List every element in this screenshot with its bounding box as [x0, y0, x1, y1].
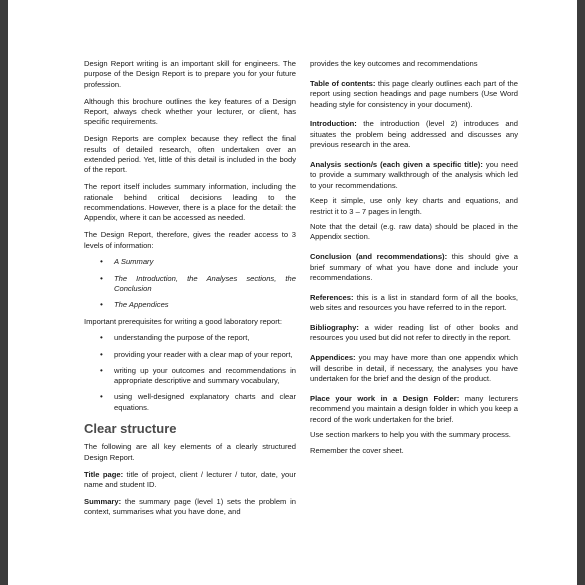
cover-sheet-paragraph: Remember the cover sheet.	[310, 445, 404, 455]
list-item: • understanding the purpose of the report,	[114, 333, 296, 343]
references-paragraph	[310, 293, 518, 314]
term-text: this is a list in standard form of all the books, web sites and resources you have referred to in the report.	[310, 292, 518, 313]
brochure-paragraph: Although this brochure outlines the key features of a Design Report, always check whether your lecturer, or client, has specific requirements.	[84, 96, 296, 127]
prerequisites-list	[84, 333, 296, 413]
term-text: many lecturers recommend you maintain a design folder in which you keep a record of the work undertaken for the brief.	[310, 393, 518, 424]
levels-list	[84, 257, 296, 310]
term-label: References:	[310, 292, 354, 302]
introduction-paragraph	[310, 119, 518, 150]
term-label: Bibliography:	[310, 323, 359, 333]
design-folder-paragraph	[310, 394, 518, 425]
conclusion-paragraph	[310, 252, 518, 283]
term-label: Appendices:	[310, 353, 356, 363]
term-label: Title page:	[84, 469, 124, 479]
analysis-paragraph	[310, 160, 518, 191]
section-markers-paragraph: Use section markers to help you with the summary process.	[310, 430, 511, 440]
toc-paragraph	[310, 79, 518, 110]
bibliography-paragraph	[310, 323, 518, 344]
structure-intro-paragraph: The following are all key elements of a clearly structured Design Report.	[84, 442, 296, 462]
summary-paragraph	[84, 497, 296, 518]
term-text: a wider reading list of other books and resources you used but did not refer to directly in the report.	[310, 323, 518, 343]
intro-paragraph: Design Report writing is an important skill for engineers. The purpose of the Design Report is to prepare you for your future profession.	[84, 59, 296, 89]
term-text: the introduction (level 2) introduces and situates the problem being addressed and discusses any previous research in the area.	[310, 119, 518, 150]
document-page	[8, 0, 577, 585]
list-item: • using well-designed explanatory charts and clear equations.	[114, 392, 296, 413]
levels-intro-paragraph: The Design Report, therefore, gives the reader access to 3 levels of information:	[84, 230, 296, 250]
keep-simple-paragraph: Keep it simple, use only key charts and equations, and restrict it to 3 – 7 pages in length.	[310, 196, 518, 216]
list-item: • A Summary	[114, 257, 296, 267]
summary-continued-paragraph: provides the key outcomes and recommendations	[310, 59, 478, 68]
term-label: Introduction:	[310, 119, 357, 129]
term-label: Analysis section/s (each given a specific title):	[310, 160, 483, 170]
list-item: • The Appendices	[114, 300, 296, 310]
list-item: • writing up your outcomes and recommendations in appropriate descriptive and summary vocabulary,	[114, 366, 296, 387]
term-label: Conclusion (and recommendations):	[310, 252, 448, 262]
right-column	[310, 59, 518, 465]
list-item: • The Introduction, the Analyses sections, the Conclusion	[114, 274, 296, 295]
term-text: you may have more than one appendix which will describe in detail, if necessary, the analyses you have undertaken for the brief and the design of the product.	[310, 353, 518, 384]
appendices-paragraph	[310, 353, 518, 384]
term-text: this should give a brief summary of what you have done and include your recommendations.	[310, 252, 518, 283]
left-column	[84, 59, 296, 524]
complexity-paragraph: Design Reports are complex because they reflect the final results of detailed research, often undertaken over an extended period. Yet, little of this detail is included in the body of the report.	[84, 134, 296, 175]
term-label: Place your work in a Design Folder:	[310, 393, 460, 403]
summary-info-paragraph: The report itself includes summary information, including the rationale behind critical decisions leading to the recommendations. However, there is a place for the detail: the Appendix, where it can be accessed as needed.	[84, 182, 296, 223]
appendix-note-paragraph: Note that the detail (e.g. raw data) should be placed in the Appendix section.	[310, 222, 518, 242]
term-text: this page clearly outlines each part of the report using section headings and page numbers (Use Word heading style for consistency in your document).	[310, 78, 518, 109]
title-page-paragraph	[84, 470, 296, 491]
term-text: you need to provide a summary walkthrough of the analysis which led to your recommendations.	[310, 160, 519, 190]
term-label: Table of contents:	[310, 78, 376, 88]
term-text: title of project, client / lecturer / tutor, date, your name and student ID.	[84, 469, 296, 489]
term-label: Summary:	[84, 496, 122, 506]
term-text: the summary page (level 1) sets the problem in context, summarises what you have done, and	[84, 496, 296, 517]
section-heading: Clear structure	[84, 421, 177, 437]
prerequisites-paragraph: Important prerequisites for writing a good laboratory report:	[84, 316, 282, 326]
list-item: • providing your reader with a clear map of your report,	[114, 350, 296, 360]
